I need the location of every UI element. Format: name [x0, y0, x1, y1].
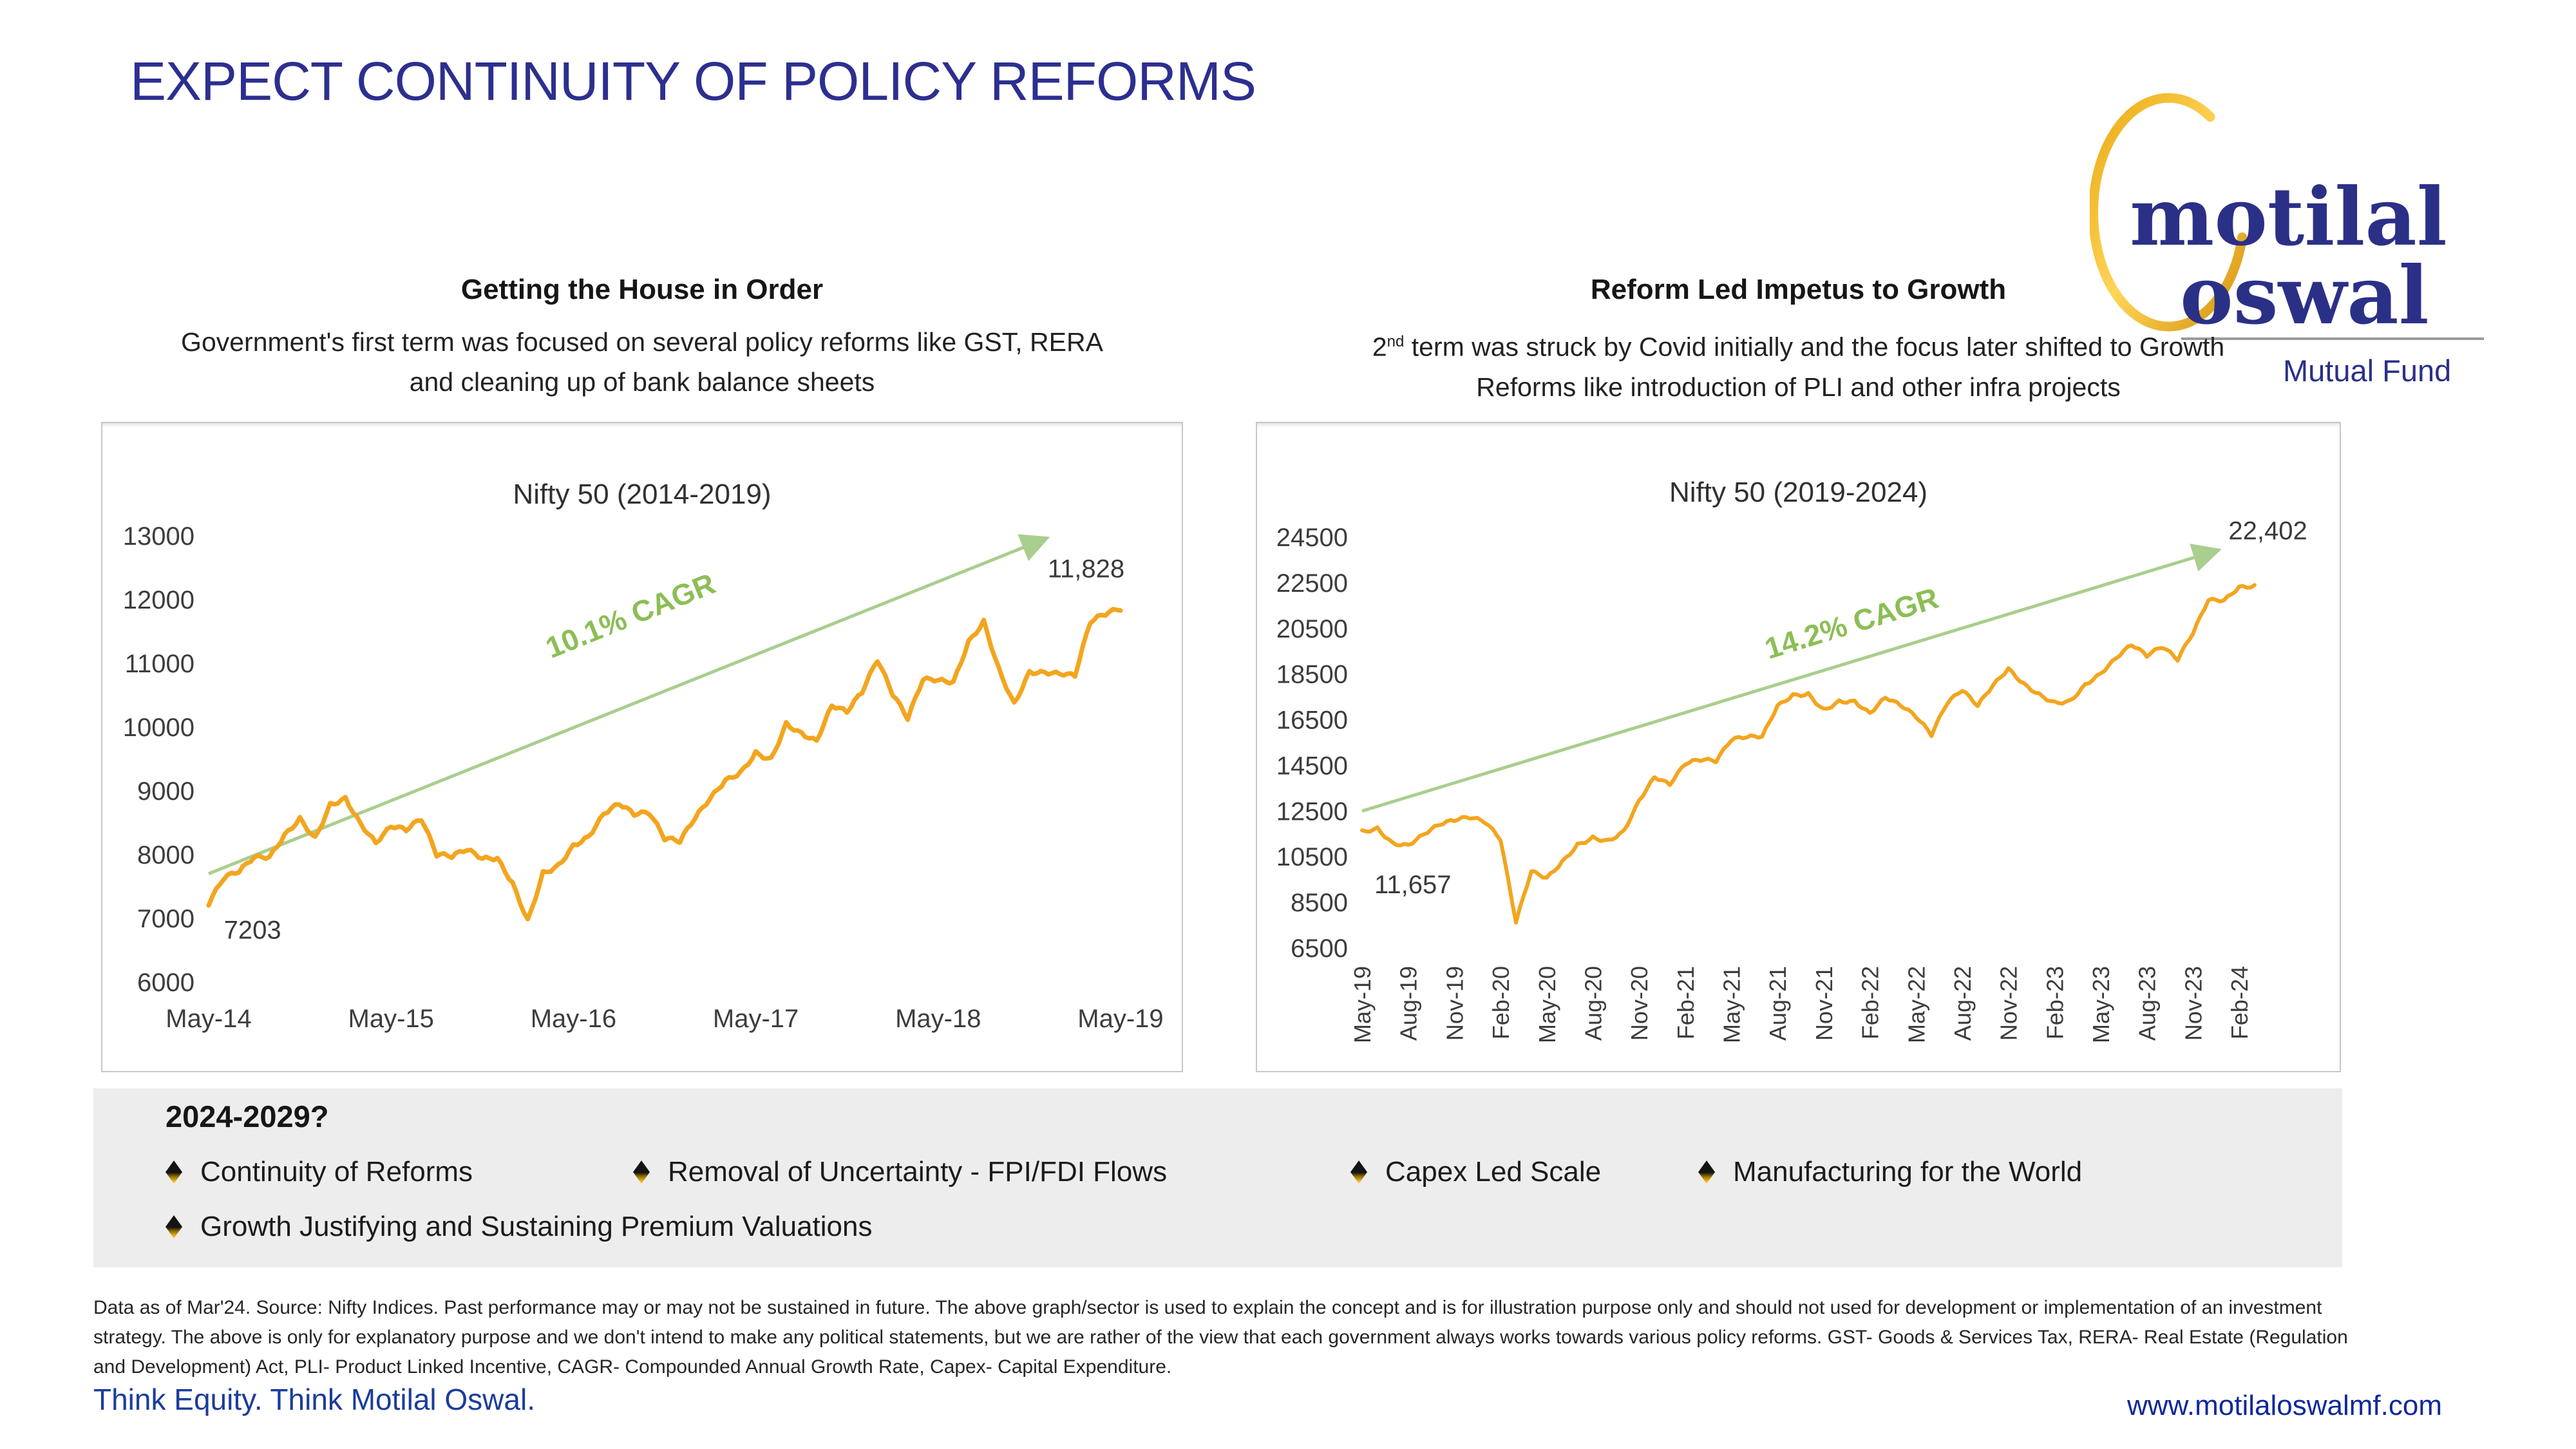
- cagr-trend-arrow: [1362, 551, 2216, 811]
- y-tick-label: 12000: [122, 586, 194, 614]
- y-tick-label: 10000: [122, 714, 194, 742]
- right-chart-subtitle: [1256, 322, 2341, 407]
- y-tick-label: 8000: [137, 841, 194, 869]
- right-subtitle-line1: term was struck by Covid initially and the focus later shifted to Growth: [1404, 332, 2225, 362]
- diamond-bullet-icon: [633, 1160, 650, 1184]
- nifty-chart-2019-2024: [1256, 422, 2341, 1072]
- band-bullet: [1350, 1153, 1601, 1191]
- x-tick-label: Aug-22: [1949, 966, 1976, 1041]
- right-subtitle-sup: nd: [1387, 333, 1405, 350]
- data-point-label: 22,402: [2228, 516, 2307, 545]
- y-tick-label: 16500: [1276, 706, 1348, 735]
- cagr-label: 14.2% CAGR: [1761, 580, 1942, 666]
- nifty-series-line: [209, 609, 1121, 920]
- footer-url: www.motilaloswalmf.com: [2127, 1390, 2442, 1421]
- y-tick-label: 12500: [1276, 797, 1348, 826]
- nifty-chart-2019-2024-svg: [1257, 423, 2340, 1071]
- diamond-bullet-icon: [166, 1215, 182, 1238]
- y-tick-label: 22500: [1276, 569, 1348, 598]
- y-tick-label: 20500: [1276, 614, 1348, 643]
- logo-tagline: Mutual Fund: [2283, 354, 2452, 388]
- page-title: EXPECT CONTINUITY OF POLICY REFORMS: [130, 51, 1256, 111]
- left-chart-heading: Getting the House in Order: [460, 274, 824, 305]
- y-tick-label: 24500: [1276, 524, 1348, 552]
- diamond-bullet-icon: [1698, 1160, 1715, 1184]
- band-bullet-label: Growth Justifying and Sustaining Premium Valuations: [200, 1211, 873, 1242]
- right-chart-heading: Reform Led Impetus to Growth: [1590, 274, 2007, 305]
- band-bullet-label: Removal of Uncertainty - FPI/FDI Flows: [668, 1156, 1168, 1188]
- disclaimer-text: Data as of Mar'24. Source: Nifty Indices. Past performance may or may not be sustained in future. The above graph/sector is used to explain the concept and is for illustration purpose only and should not used for development or implementation of an investment strategy. The above is only for explanatory purpose and we don't intend to make any political statements, but we are rather of the view that each government always works towards various policy reforms. GST- Goods & Services Tax, RERA- Real Estate (Regulation and Development) Act, PLI- Product Linked Incentive, CAGR- Compounded Annual Growth Rate, Capex- Capital Expenditure.: [93, 1297, 2348, 1378]
- x-tick-label: Nov-23: [2180, 966, 2207, 1041]
- right-subtitle-line2: Reforms like introduction of PLI and other infra projects: [1476, 372, 2121, 402]
- x-tick-label: May-15: [348, 1005, 434, 1033]
- x-tick-label: Aug-21: [1765, 966, 1792, 1041]
- footer-slogan: Think Equity. Think Motilal Oswal.: [93, 1383, 535, 1416]
- data-point-label: 7203: [223, 916, 281, 945]
- x-tick-label: Nov-22: [1995, 966, 2022, 1041]
- y-tick-label: 7000: [137, 905, 194, 933]
- band-bullet-label: Manufacturing for the World: [1733, 1156, 2083, 1188]
- y-tick-label: 6500: [1291, 934, 1348, 963]
- y-tick-label: 14500: [1276, 752, 1348, 781]
- diamond-bullet-icon: [166, 1160, 182, 1184]
- x-tick-label: May-20: [1533, 966, 1560, 1044]
- x-tick-label: Nov-21: [1810, 966, 1837, 1041]
- nifty-chart-2014-2019: [101, 422, 1183, 1072]
- band-bullet: [166, 1153, 473, 1191]
- x-tick-label: Aug-23: [2134, 966, 2161, 1041]
- logo-word2: oswal: [2180, 249, 2429, 343]
- x-tick-label: May-23: [2088, 966, 2115, 1044]
- x-tick-label: Feb-23: [2041, 966, 2069, 1040]
- x-tick-label: May-21: [1718, 966, 1745, 1044]
- cagr-label: 10.1% CAGR: [540, 566, 720, 665]
- x-tick-label: May-16: [530, 1005, 617, 1033]
- band-heading: 2024-2029?: [166, 1099, 329, 1133]
- left-subtitle-line2: and cleaning up of bank balance sheets: [409, 367, 875, 397]
- band-bullet: [633, 1153, 1167, 1191]
- x-tick-label: Nov-19: [1441, 966, 1468, 1041]
- data-point-label: 11,828: [1047, 554, 1125, 583]
- x-tick-label: Aug-20: [1580, 966, 1607, 1041]
- band-bullet: [166, 1208, 872, 1246]
- band-bullet-label: Capex Led Scale: [1385, 1156, 1602, 1188]
- x-tick-label: Feb-20: [1488, 966, 1515, 1040]
- y-tick-label: 13000: [122, 522, 194, 551]
- diamond-bullet-icon: [1350, 1160, 1367, 1184]
- y-tick-label: 9000: [137, 777, 194, 806]
- data-point-label: 11,657: [1374, 870, 1452, 899]
- x-tick-label: Nov-20: [1626, 966, 1653, 1041]
- band-bullet-label: Continuity of Reforms: [200, 1156, 473, 1188]
- x-tick-label: May-14: [166, 1005, 252, 1033]
- x-tick-label: May-22: [1903, 966, 1930, 1044]
- left-subtitle-line1: Government's first term was focused on several policy reforms like GST, RERA: [181, 327, 1103, 357]
- outlook-band: [93, 1088, 2342, 1267]
- y-tick-label: 11000: [124, 650, 194, 678]
- chart-title: Nifty 50 (2019-2024): [1669, 477, 1928, 508]
- cagr-trend-arrow: [209, 539, 1045, 874]
- x-tick-label: May-19: [1349, 966, 1376, 1044]
- x-tick-label: May-19: [1077, 1005, 1164, 1033]
- x-tick-label: May-18: [895, 1005, 981, 1033]
- x-tick-label: Feb-24: [2226, 966, 2253, 1040]
- right-subtitle-base: 2: [1372, 332, 1387, 362]
- band-bullet: [1698, 1153, 2082, 1191]
- chart-title: Nifty 50 (2014-2019): [513, 478, 772, 510]
- x-tick-label: May-17: [712, 1005, 799, 1033]
- y-tick-label: 18500: [1276, 660, 1348, 689]
- y-tick-label: 6000: [137, 969, 194, 997]
- left-chart-subtitle: [101, 322, 1183, 402]
- x-tick-label: Feb-22: [1857, 966, 1884, 1040]
- logo-word1: motilal: [2130, 171, 2447, 264]
- y-tick-label: 8500: [1291, 889, 1348, 918]
- y-tick-label: 10500: [1276, 843, 1348, 872]
- nifty-chart-2014-2019-svg: [102, 423, 1182, 1071]
- x-tick-label: Aug-19: [1395, 966, 1422, 1041]
- x-tick-label: Feb-21: [1672, 966, 1699, 1040]
